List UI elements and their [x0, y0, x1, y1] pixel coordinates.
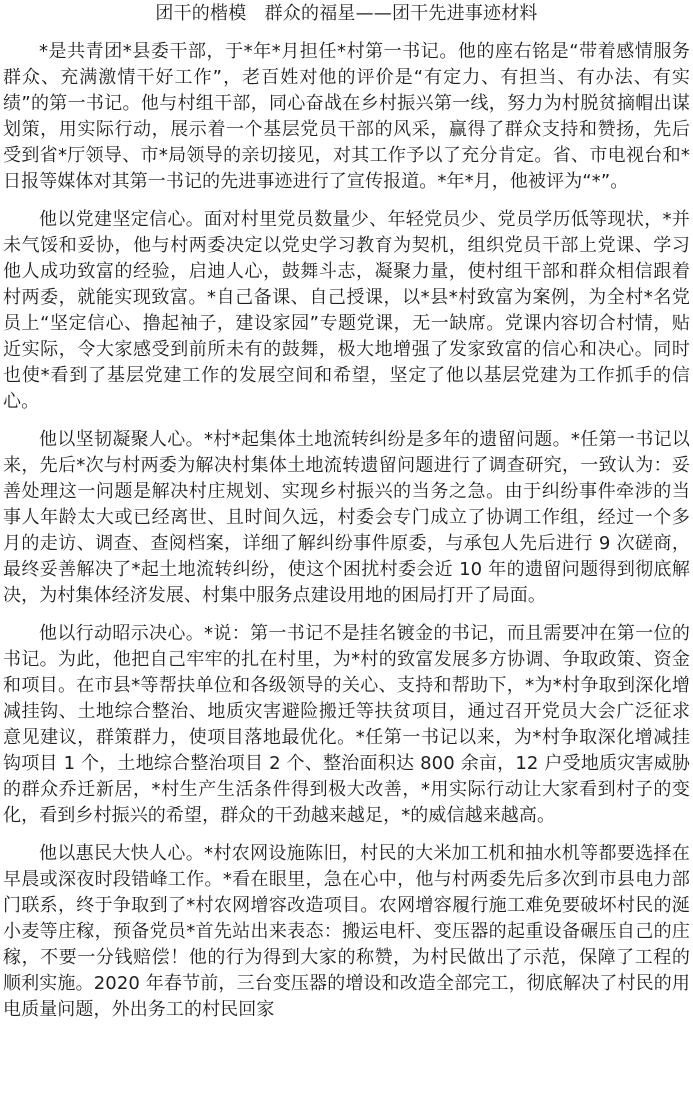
paragraph-power-grid: 他以惠民大快人心。*村农网设施陈旧，村民的大米加工机和抽水机等都要选择在早晨或深夜时段错峰工作。*看在眼里，急在心中，他与村两委先后多次到市县电力部门联系，终于争取到了*村农网增容改造项目。农网增容履行施工难免要破坏村民的涎小麦等庄稼，预备党员*首先站出来表态：搬运电杆、变压器的起重设备碾压自己的庄稼，不要一分钱赔偿！他的行为得到大家的称赞，为村民做出了示范，保障了工程的顺利实施。2020 年春节前，三台变压器的增设和改造全部完工，彻底解决了村民的用电质量问题，外出务工的村民回家	[3, 843, 690, 1020]
paragraph-party-building: 他以党建坚定信心。面对村里党员数量少、年轻党员少、党员学历低等现状，*并未气馁和妥协，他与村两委决定以党史学习教育为契机，组织党员干部上党课、学习他人成功致富的经验，启迪人心，鼓舞斗志，凝聚力量，使村组干部和群众相信跟着村两委，就能实现致富。*自己备课、自己授课，以*县*村致富为案例，为全村*名党员上“坚定信心、撸起袖子，建设家园”专题党课，无一缺席。党课内容切合村情，贴近实际，令大家感受到前所未有的鼓舞，极大地增强了发家致富的信心和决心。同时也使*看到了基层党建工作的发展空间和希望，坚定了他以基层党建为工作抓手的信心。	[3, 209, 690, 412]
document-title: 团干的楷模 群众的福星——团干先进事迹材料	[155, 3, 538, 24]
paragraph-action: 他以行动昭示决心。*说：第一书记不是挂名镀金的书记，而且需要冲在第一位的书记。为此，他把自己牢牢的扎在村里，为*村的致富发展多方协调、争取政策、资金和项目。在市县*等帮扶单位和各级领导的关心、支持和帮助下，*为*村争取到深化增减挂钩、土地综合整治、地质灾害避险搬迁等扶贫项目，通过召开党员大会广泛征求意见建议，群策群力，使项目落地最优化。*任第一书记以来，为*村争取深化增减挂钩项目 1 个，土地综合整治项目 2 个、整治面积达 800 余亩，12 户受地质灾害威胁的群众乔迁新居，*村生产生活条件得到极大改善，*用实际行动让大家看到村子的变化，看到乡村振兴的希望，群众的干劲越来越足，*的威信越来越高。	[3, 623, 690, 826]
paragraph-intro: *是共青团*县委干部，于*年*月担任*村第一书记。他的座右铭是“带着感情服务群众、充满激情干好工作”，老百姓对他的评价是“有定力、有担当、有办法、有实绩”的第一书记。他与村组干部，同心奋战在乡村振兴第一线，努力为村脱贫摘帽出谋划策，用实际行动，展示着一个基层党员干部的风采，赢得了群众支持和赞扬，先后受到省*厅领导、市*局领导的亲切接见，对其工作予以了充分肯定。省、市电视台和*日报等媒体对其第一书记的先进事迹进行了宣传报道。*年*月，他被评为“*”。	[3, 41, 690, 192]
paragraph-land-dispute: 他以坚韧凝聚人心。*村*起集体土地流转纠纷是多年的遗留问题。*任第一书记以来，先后*次与村两委为解决村集体土地流转遗留问题进行了调查研究，一致认为：妥善处理这一问题是解决村庄规划、实现乡村振兴的当务之急。由于纠纷事件牵涉的当事人年龄太大或已经离世、且时间久远，村委会专门成立了协调工作组，经过一个多月的走访、调查、查阅档案，详细了解纠纷事件原委，与承包人先后进行 9 次磋商，最终妥善解决了*起土地流转纠纷，使这个困扰村委会近 10 年的遗留问题得到彻底解决，为村集体经济发展、村集中服务点建设用地的困局打开了局面。	[3, 429, 690, 606]
